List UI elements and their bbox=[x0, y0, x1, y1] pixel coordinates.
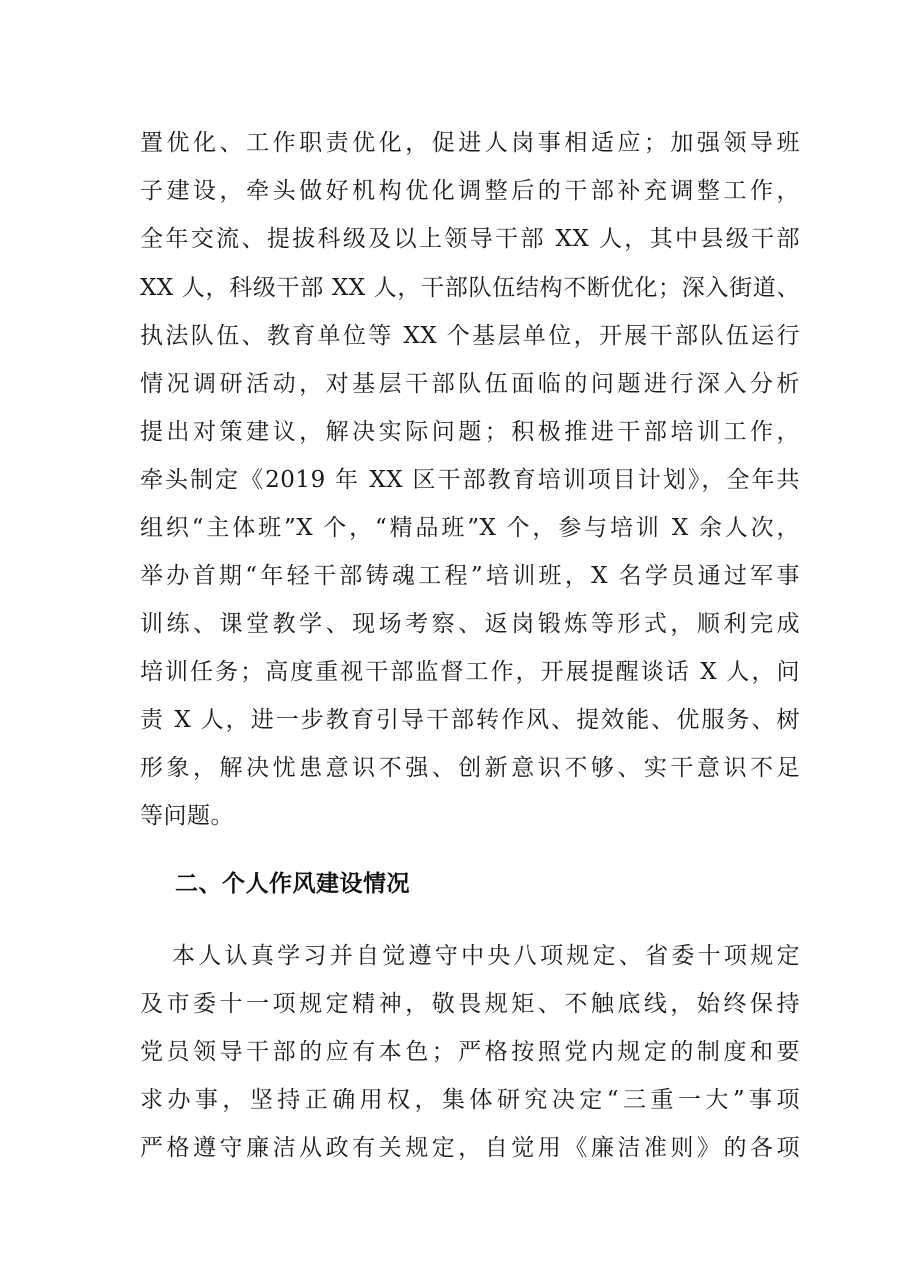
paragraph-line-10: 举办首期“年轻干部铸魂工程”培训班，X 名学员通过军事 bbox=[140, 563, 800, 589]
paragraph2-line-4: 求办事，坚持正确用权，集体研究决定“三重一大”事项 bbox=[140, 1087, 800, 1113]
paragraph-line-5: 执法队伍、教育单位等 XX 个基层单位，开展干部队伍运行 bbox=[140, 323, 800, 349]
paragraph-line-2: 子建设，牵头做好机构优化调整后的干部补充调整工作， bbox=[140, 178, 800, 204]
paragraph2-line-5: 严格遵守廉洁从政有关规定，自觉用《廉洁准则》的各项 bbox=[140, 1135, 800, 1161]
section-heading: 二、个人作风建设情况 bbox=[175, 871, 410, 897]
paragraph-line-9: 组织“主体班”X 个，“精品班”X 个，参与培训 X 余人次， bbox=[140, 515, 800, 541]
paragraph-line-13: 责 X 人，进一步教育引导干部转作风、提效能、优服务、树 bbox=[140, 707, 800, 733]
paragraph-line-12: 培训任务；高度重视干部监督工作，开展提醒谈话 X 人，问 bbox=[140, 659, 800, 685]
paragraph-line-7: 提出对策建议，解决实际问题；积极推进干部培训工作， bbox=[140, 419, 800, 445]
paragraph2-line-1: 本人认真学习并自觉遵守中央八项规定、省委十项规定 bbox=[172, 943, 800, 969]
paragraph-line-6: 情况调研活动，对基层干部队伍面临的问题进行深入分析 bbox=[140, 371, 800, 397]
paragraph-line-14: 形象，解决忧患意识不强、创新意识不够、实干意识不足 bbox=[140, 755, 800, 781]
paragraph-line-8: 牵头制定《2019 年 XX 区干部教育培训项目计划》，全年共 bbox=[140, 467, 800, 493]
paragraph-line-11: 训练、课堂教学、现场考察、返岗锻炼等形式，顺利完成 bbox=[140, 611, 800, 637]
paragraph-line-3: 全年交流、提拔科级及以上领导干部 XX 人，其中县级干部 bbox=[140, 226, 800, 252]
paragraph-line-1: 置优化、工作职责优化，促进人岗事相适应；加强领导班 bbox=[140, 130, 800, 156]
paragraph-line-15: 等问题。 bbox=[140, 803, 234, 829]
paragraph2-line-3: 党员领导干部的应有本色；严格按照党内规定的制度和要 bbox=[140, 1039, 800, 1065]
paragraph-line-4: XX 人，科级干部 XX 人，干部队伍结构不断优化；深入街道、 bbox=[140, 275, 800, 301]
paragraph2-line-2: 及市委十一项规定精神，敬畏规矩、不触底线，始终保持 bbox=[140, 991, 800, 1017]
